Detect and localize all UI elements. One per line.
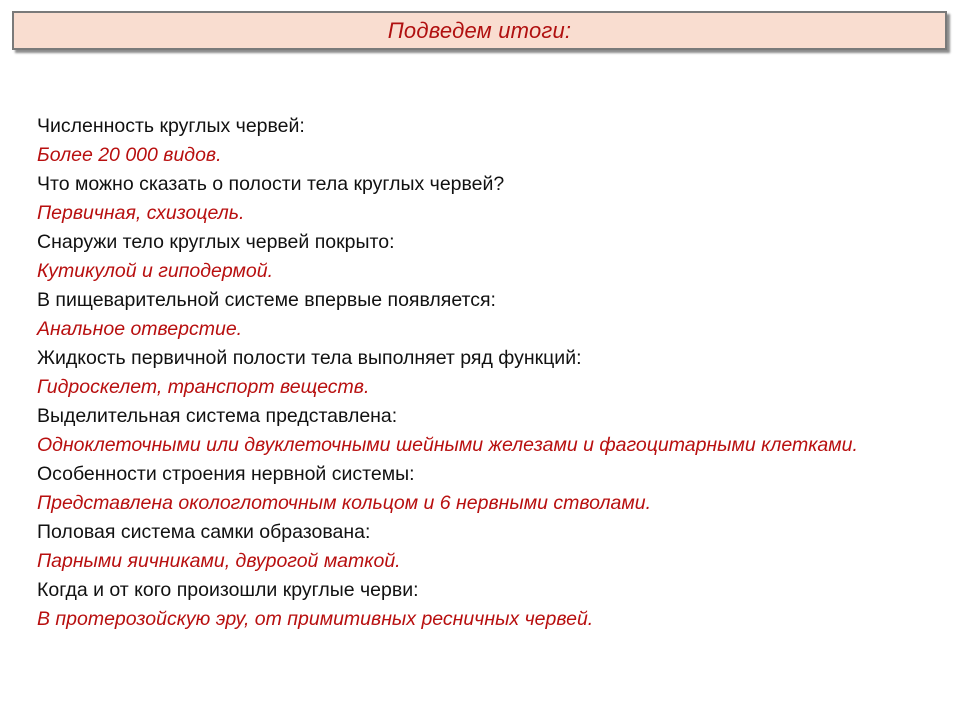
answer-text: Первичная, схизоцель. [37, 202, 245, 224]
answer-text: Одноклеточными или двуклеточными шейными железами и фагоцитарными клетками. [37, 434, 858, 456]
answer-text: Гидроскелет, транспорт веществ. [37, 376, 370, 398]
question-text: Что можно сказать о полости тела круглых червей? [37, 173, 505, 195]
question-text: Снаружи тело круглых червей покрыто: [37, 231, 395, 253]
answer-text: Представлена окологлоточным кольцом и 6 нервными стволами. [37, 492, 651, 514]
slide-title: Подведем итоги: [387, 17, 572, 43]
question-text: Выделительная система представлена: [37, 405, 398, 427]
answer-text: Более 20 000 видов. [37, 144, 222, 166]
answer-text: Парными яичниками, двурогой маткой. [37, 550, 401, 572]
question-text: Особенности строения нервной системы: [37, 463, 415, 485]
question-text: Численность круглых червей: [37, 115, 305, 137]
answer-text: В протерозойскую эру, от примитивных ресничных червей. [37, 608, 594, 630]
answer-text: Анальное отверстие. [37, 318, 243, 340]
question-text: Когда и от кого произошли круглые черви: [37, 579, 419, 601]
answer-text: Кутикулой и гиподермой. [37, 260, 273, 282]
question-text: Половая система самки образована: [37, 521, 371, 543]
title-banner [12, 11, 947, 50]
question-text: Жидкость первичной полости тела выполняет ряд функций: [37, 347, 582, 369]
question-text: В пищеварительной системе впервые появляется: [37, 289, 496, 311]
qa-list [37, 112, 937, 634]
